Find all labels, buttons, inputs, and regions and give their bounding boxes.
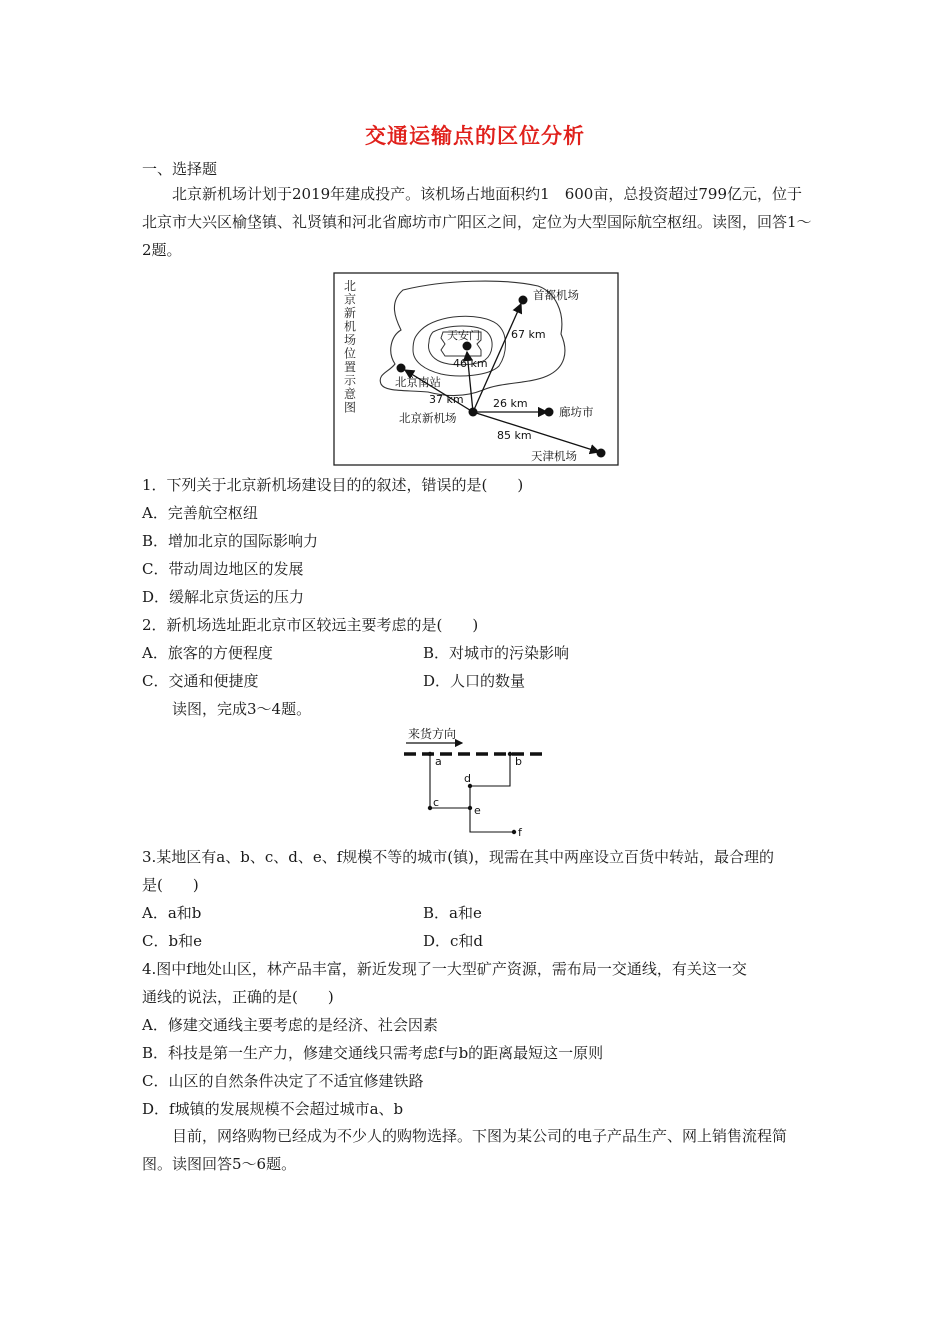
route-a-c-e-f: [430, 754, 514, 832]
point-a: [428, 752, 432, 756]
q4-stem-line-2: 通线的说法，正确的是( ): [142, 988, 334, 1006]
q3-option-c[interactable]: C．b和e: [142, 932, 202, 950]
label-e: e: [474, 804, 481, 817]
q3-stem-line-1: 3.某地区有a、b、c、d、e、f规模不等的城市(镇)，现需在其中两座设立百货中转站，最合理的: [142, 848, 774, 866]
distance-south: 37 km: [429, 393, 464, 406]
q1-option-b[interactable]: B．增加北京的国际影响力: [142, 532, 319, 550]
distribution-diagram: [400, 724, 550, 842]
label-d: d: [464, 772, 471, 785]
q4-option-b[interactable]: B．科技是第一生产力，修建交通线只需考虑f与b的距离最短这一原则: [142, 1044, 604, 1062]
q4-stem-line-1: 4.图中f地处山区，林产品丰富，新近发现了一大型矿产资源，需布局一交通线，有关这一交: [142, 960, 747, 978]
distance-capital: 67 km: [511, 328, 546, 341]
q2-option-b[interactable]: B．对城市的污染影响: [423, 644, 570, 662]
label-a: a: [435, 755, 442, 768]
label-b: b: [515, 755, 522, 768]
intro-paragraph-3: 目前，网络购物已经成为不少人的购物选择。下图为某公司的电子产品生产、网上销售流程简图。读图回答5～6题。: [142, 1127, 788, 1173]
intro-paragraph-2: 读图，完成3～4题。: [172, 700, 312, 718]
point-south-station: [397, 364, 406, 373]
q3-option-a[interactable]: A．a和b: [142, 904, 202, 922]
label-f: f: [518, 826, 522, 839]
q2-stem: 2．新机场选址距北京市区较远主要考虑的是( ): [142, 616, 479, 634]
distance-center: 46 km: [453, 357, 488, 370]
page-title: 交通运输点的区位分析: [365, 123, 585, 148]
point-center: [463, 342, 472, 351]
q2-option-d[interactable]: D．人口的数量: [423, 672, 526, 690]
label-c: c: [433, 796, 440, 809]
label-south-station: 北京南站: [395, 375, 441, 389]
q3-option-d[interactable]: D．c和d: [423, 932, 484, 950]
map-side-title: 北京新机场位置示意图: [344, 279, 357, 415]
point-f: [512, 830, 516, 834]
q2-option-c[interactable]: C．交通和便捷度: [142, 672, 259, 690]
point-langfang: [545, 408, 554, 417]
q1-option-d[interactable]: D．缓解北京货运的压力: [142, 588, 305, 606]
point-tianjin-airport: [597, 449, 606, 458]
section-heading: 一、选择题: [142, 160, 218, 178]
q4-option-d[interactable]: D．f城镇的发展规模不会超过城市a、b: [142, 1100, 404, 1118]
q1-option-c[interactable]: C．带动周边地区的发展: [142, 560, 304, 578]
q2-option-a[interactable]: A．旅客的方便程度: [142, 644, 273, 662]
q3-stem-line-2: 是( ): [142, 876, 199, 894]
q4-option-a[interactable]: A．修建交通线主要考虑的是经济、社会因素: [142, 1016, 438, 1034]
label-center: 天安门: [447, 329, 480, 342]
diagram-title: 来货方向: [408, 727, 457, 741]
q1-stem: 1．下列关于北京新机场建设目的的叙述，错误的是( ): [142, 476, 524, 494]
q1-option-a[interactable]: A．完善航空枢纽: [142, 504, 258, 522]
q4-option-c[interactable]: C．山区的自然条件决定了不适宜修建铁路: [142, 1072, 424, 1090]
distance-tianjin: 85 km: [497, 429, 532, 442]
intro-paragraph-1: 北京新机场计划于2019年建成投产。该机场占地面积约1 600亩，总投资超过799亿元，位于北京市大兴区榆垡镇、礼贤镇和河北省廊坊市广阳区之间，定位为大型国际航空枢纽。读图，回答1～2题。: [142, 185, 812, 259]
distance-langfang: 26 km: [493, 397, 528, 410]
label-tianjin-airport: 天津机场: [531, 449, 577, 463]
point-b: [508, 752, 512, 756]
label-langfang: 廊坊市: [559, 405, 594, 419]
q3-option-b[interactable]: B．a和e: [423, 904, 482, 922]
point-capital-airport: [519, 296, 528, 305]
label-capital-airport: 首都机场: [533, 288, 579, 302]
point-c: [428, 806, 432, 810]
airport-location-map: [333, 272, 619, 466]
point-new-airport: [469, 408, 478, 417]
point-e: [468, 806, 472, 810]
route-b-d-e: [470, 754, 510, 808]
label-new-airport: 北京新机场: [399, 411, 457, 425]
